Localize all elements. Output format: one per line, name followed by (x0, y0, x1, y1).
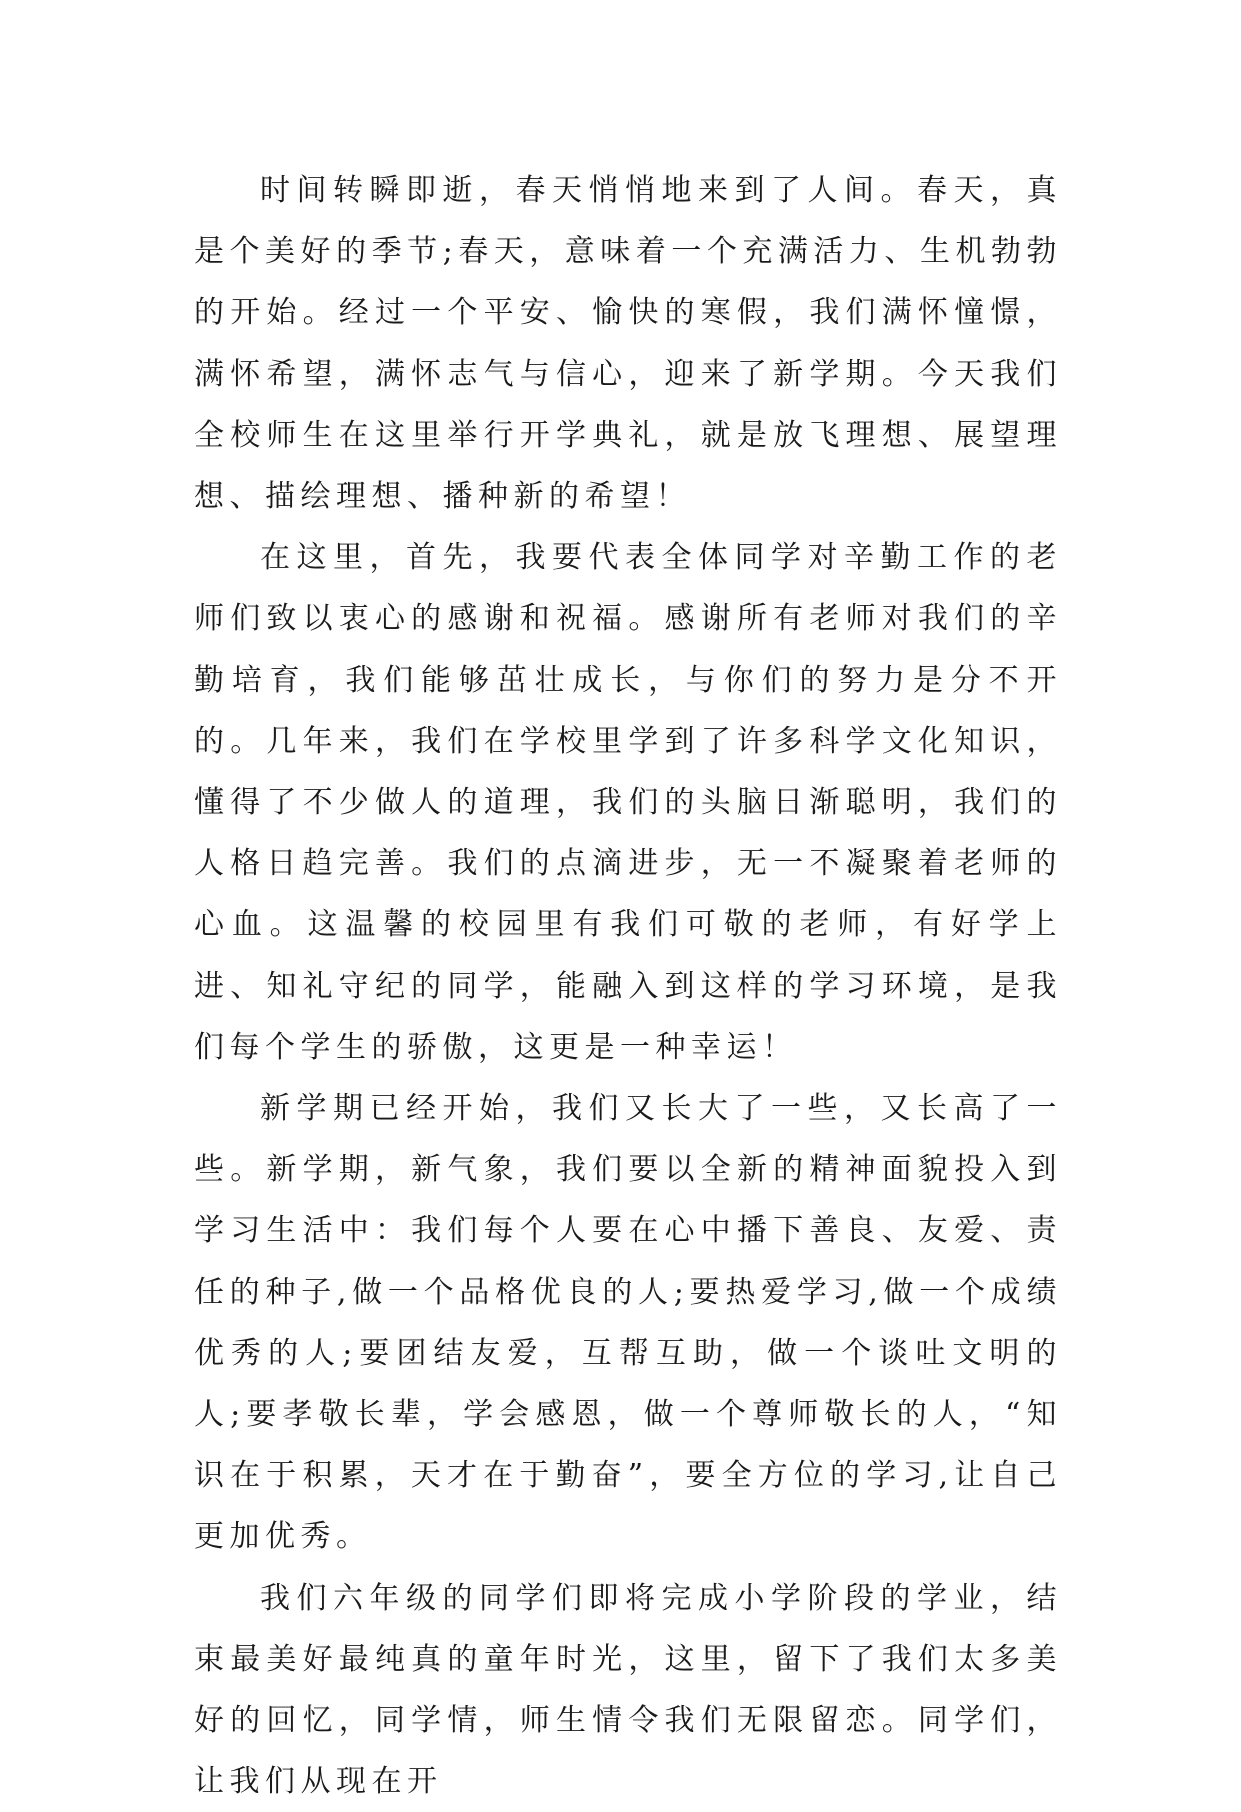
paragraph-3: 新学期已经开始，我们又长大了一些，又长高了一些。新学期，新气象，我们要以全新的精神面貌投入到学习生活中：我们每个人要在心中播下善良、友爱、责任的种子,做一个品格优良的人;要热爱学习,做一个成绩优秀的人;要团结友爱，互帮互助，做一个谈吐文明的人;要孝敬长辈，学会感恩，做一个尊师敬长的人，“知识在于积累，天才在于勤奋”，要全方位的学习,让自己更加优秀。 (194, 1091, 1062, 1555)
paragraph-2: 在这里，首先，我要代表全体同学对辛勤工作的老师们致以衷心的感谢和祝福。感谢所有老师对我们的辛勤培育，我们能够茁壮成长，与你们的努力是分不开的。几年来，我们在学校里学到了许多科学文化知识，懂得了不少做人的道理，我们的头脑日渐聪明，我们的人格日趋完善。我们的点滴进步，无一不凝聚着老师的心血。这温馨的校园里有我们可敬的老师，有好学上进、知礼守纪的同学，能融入到这样的学习环境，是我们每个学生的骄傲，这更是一种幸运！ (194, 540, 1062, 1065)
document-body (194, 160, 1062, 1812)
paragraph-4: 我们六年级的同学们即将完成小学阶段的学业，结束最美好最纯真的童年时光，这里，留下了我们太多美好的回忆，同学情，师生情令我们无限留恋。同学们，让我们从现在开 (194, 1580, 1062, 1800)
paragraph-1: 时间转瞬即逝，春天悄悄地来到了人间。春天，真是个美好的季节;春天，意味着一个充满活力、生机勃勃的开始。经过一个平安、愉快的寒假，我们满怀憧憬，满怀希望，满怀志气与信心，迎来了新学期。今天我们全校师生在这里举行开学典礼，就是放飞理想、展望理想、描绘理想、播种新的希望！ (194, 173, 1062, 515)
